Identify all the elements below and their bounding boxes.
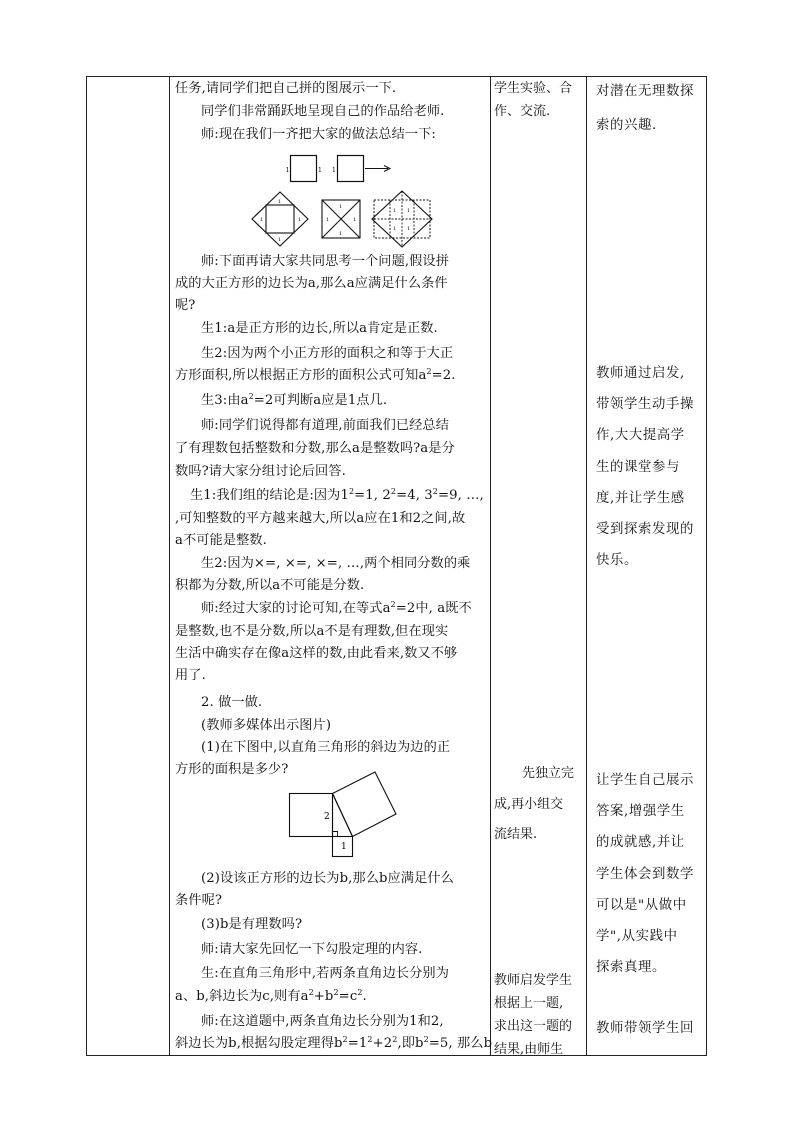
side-label: 1 <box>285 167 290 174</box>
content-line: 生:在直角三角形中,若两条直角边长分别为 <box>201 966 450 981</box>
content-line: (3)b是有理数吗? <box>201 917 303 932</box>
intent-line: 生的课堂参与 <box>596 460 680 475</box>
activity-line: 成,再小组交 <box>494 797 564 812</box>
side-label: 1 <box>318 167 322 174</box>
activity-line: 教师启发学生 <box>494 973 573 988</box>
content-line: 用了. <box>175 668 206 683</box>
activity-line: 求出这一题的 <box>494 1019 573 1034</box>
unit-label: 1 <box>278 237 282 243</box>
unit-label: 1 <box>393 208 397 214</box>
content-line: a、b,斜边长为c,则有$a^2+b^2=c^2$. <box>175 988 367 1004</box>
intent-line: 让学生自己展示 <box>596 773 694 788</box>
content-line: 生2:因为两个小正方形的面积之和等于大正 <box>201 346 454 361</box>
diamond-construction-1 <box>252 192 308 246</box>
intent-line: 快乐。 <box>596 553 638 568</box>
right-angle-mark <box>333 832 338 837</box>
content-line: 师:下面再请大家共同思考一个问题,假设拼 <box>201 254 450 269</box>
activity-line: 结果,由师生 <box>494 1042 564 1057</box>
intent-line: 可以是"从做中 <box>596 898 687 913</box>
content-line: (2)设该正方形的边长为b,那么b应满足什么 <box>201 871 454 886</box>
unit-label: 1 <box>260 217 264 223</box>
content-line: 生2:因为×=, ×=, ×=, …,两个相同分数的乘 <box>201 556 471 571</box>
square-with-diagonals <box>322 200 360 238</box>
content-line: 方形面积,所以根据正方形的面积公式可知$a^2=2$. <box>175 367 456 383</box>
intent-line: 教师通过启发, <box>596 366 685 381</box>
content-line: 数吗?请大家分组讨论后回答. <box>175 464 346 479</box>
unit-label: 1 <box>339 231 343 237</box>
activity-line: 作、交流. <box>494 104 551 119</box>
content-line: 师:经过大家的讨论可知,在等式$a^2=2$中, a既不 <box>201 600 472 616</box>
leg-label-1: 1 <box>341 842 347 852</box>
two-squares-figure <box>285 150 395 190</box>
content-line: a不可能是整数. <box>175 533 267 548</box>
content-line: ,可知整数的平方越来越大,所以a应在1和2之间,故 <box>175 511 466 526</box>
content-line: 呢? <box>175 298 196 313</box>
content-line: 师:在这道题中,两条直角边长分别为1和2, <box>201 1014 444 1029</box>
content-line: 成的大正方形的边长为a,那么a应满足什么条件 <box>175 276 448 291</box>
unit-label: 1 <box>353 217 357 223</box>
intent-line: 带领学生动手操 <box>596 397 694 412</box>
unit-label: 1 <box>407 226 411 232</box>
unit-label: 1 <box>407 208 411 214</box>
content-line: 方形的面积是多少? <box>175 762 289 777</box>
square-on-hypotenuse <box>333 772 397 837</box>
square-cutting-figure <box>250 190 440 248</box>
intent-line: 学",从实践中 <box>596 929 678 944</box>
intent-line: 探索真理。 <box>596 960 666 975</box>
intent-line: 度,并让学生感 <box>596 491 685 506</box>
content-line: 生1:我们组的结论是:因为$1^2=1$, $2^2=4$, $3^2=9$, …, <box>190 487 484 503</box>
content-line: (教师多媒体出示图片) <box>201 718 332 733</box>
leg-label-2: 2 <box>324 812 330 822</box>
intent-line: 受到探索发现的 <box>596 522 694 537</box>
content-line: 2. 做一做. <box>201 695 263 710</box>
content-line: 斜边长为b,根据勾股定理得$b^2=1^2+2^2$,即$b^2=5$, 那么b <box>175 1035 493 1051</box>
intent-line: 学生体会到数学 <box>596 867 694 882</box>
intent-line: 索的兴趣. <box>596 118 657 133</box>
activity-line: 根据上一题, <box>494 996 564 1011</box>
content-line: 生活中确实存在像a这样的数,由此看来,数又不够 <box>175 646 458 661</box>
column-divider <box>490 77 491 1055</box>
pythagorean-figure <box>285 768 415 860</box>
unit-label: 1 <box>326 217 330 223</box>
content-line: 师:请大家先回忆一下勾股定理的内容. <box>201 942 423 957</box>
dashed-diamond-construction <box>372 191 432 247</box>
unit-label: 1 <box>339 204 343 210</box>
content-line: 是整数,也不是分数,所以a不是有理数,但在现实 <box>175 624 449 639</box>
intent-line: 的成就感,并让 <box>596 835 685 850</box>
content-line: 生1:a是正方形的边长,所以a肯定是正数. <box>201 321 438 336</box>
activity-line: 学生实验、合 <box>494 81 573 96</box>
activity-line: 先独立完 <box>522 766 575 781</box>
intent-line: 教师带领学生回 <box>596 1021 694 1036</box>
column-divider <box>586 77 587 1055</box>
content-line: 任务,请同学们把自己拼的图展示一下. <box>175 81 397 96</box>
side-label: 1 <box>332 167 336 174</box>
content-line: 积都为分数,所以a不可能是分数. <box>175 578 365 593</box>
intent-line: 对潜在无理数探 <box>596 84 694 99</box>
unit-square-left <box>291 156 317 182</box>
content-line: 条件呢? <box>175 893 223 908</box>
unit-square-right <box>338 156 364 182</box>
activity-line: 流结果. <box>494 827 538 842</box>
intent-line: 答案,增强学生 <box>596 804 685 819</box>
content-line: (1)在下图中,以直角三角形的斜边为边的正 <box>201 740 451 755</box>
content-line: 生3:由$a^2=2$可判断a应是1点几. <box>201 392 388 408</box>
content-line: 师:现在我们一齐把大家的做法总结一下: <box>201 127 436 142</box>
unit-label: 1 <box>278 199 282 205</box>
column-divider <box>169 77 170 1055</box>
content-line: 同学们非常踊跃地呈现自己的作品给老师. <box>201 104 445 119</box>
unit-label: 1 <box>298 217 302 223</box>
content-line: 了有理数包括整数和分数,那么a是整数吗?a是分 <box>175 441 455 456</box>
unit-label: 1 <box>393 226 397 232</box>
intent-line: 作,大大提高学 <box>596 428 685 443</box>
content-line: 师:同学们说得都有道理,前面我们已经总结 <box>201 418 450 433</box>
